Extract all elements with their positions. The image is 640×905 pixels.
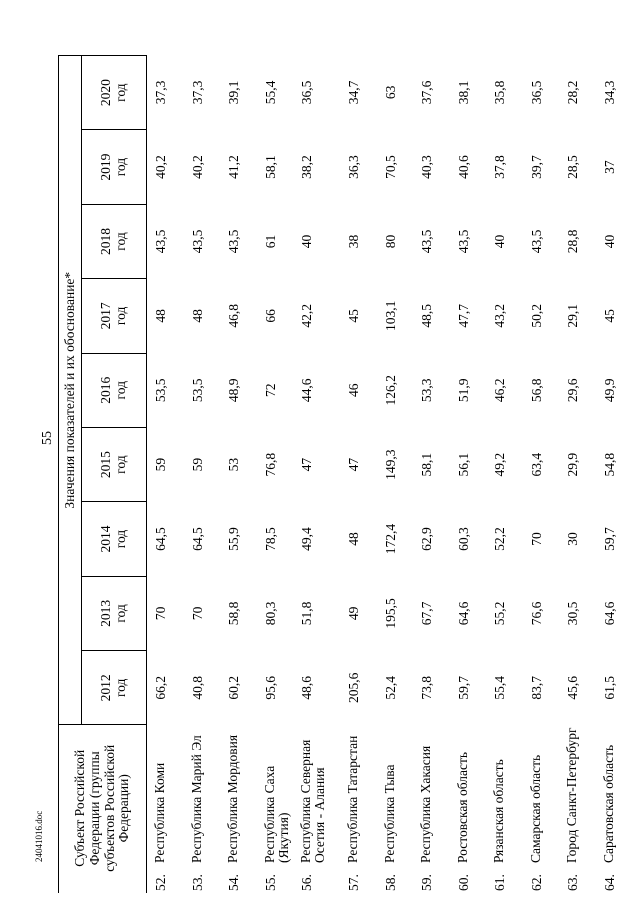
value-cell: 55,2 — [492, 601, 507, 626]
value-cell: 38 — [346, 234, 361, 249]
values-header: Значения показателей и их обоснование* — [59, 55, 82, 725]
value-cell: 64,6 — [601, 601, 617, 626]
value-cell: 43,5 — [226, 229, 241, 254]
year-value: 2014 — [98, 525, 114, 553]
table-row — [596, 55, 633, 893]
value-cell: 49,4 — [299, 527, 314, 551]
value-cell: 43,5 — [153, 229, 168, 254]
value-cell: 36,5 — [299, 80, 314, 105]
value-cell: 43,5 — [528, 229, 544, 254]
value-cell: 43,2 — [492, 304, 507, 328]
value-cell: 47,7 — [455, 304, 471, 328]
rotated-table-wrapper — [58, 57, 617, 893]
value-cell: 103,1 — [382, 300, 398, 332]
value-cell: 66,2 — [153, 676, 168, 700]
value-cell: 46 — [346, 383, 361, 397]
year-word: год — [113, 232, 128, 251]
value-cell: 58,1 — [262, 155, 278, 179]
value-cell: 28,5 — [565, 155, 580, 179]
year-word: год — [113, 604, 128, 623]
year-header-2017 — [82, 279, 147, 353]
value-cell: 59 — [153, 457, 168, 472]
value-cell: 51,9 — [455, 378, 471, 403]
value-cell: 76,8 — [262, 452, 278, 477]
year-word: год — [113, 157, 128, 177]
table-row — [184, 55, 221, 893]
year-word: год — [113, 381, 128, 400]
value-cell: 126,2 — [382, 375, 398, 406]
year-word: год — [113, 83, 128, 102]
table-row — [293, 55, 340, 893]
value-cell: 61,5 — [601, 676, 617, 700]
table-row — [147, 55, 184, 893]
value-cell: 46,2 — [492, 378, 507, 403]
value-cell: 64,5 — [153, 527, 168, 551]
table-body — [147, 55, 633, 893]
value-cell: 30 — [565, 532, 580, 546]
region-name: Город Санкт-Петербург — [564, 727, 579, 863]
value-cell: 34,7 — [346, 80, 361, 105]
value-cell: 52,4 — [382, 676, 398, 700]
year-header-2019 — [82, 130, 147, 204]
year-word: год — [113, 529, 128, 549]
value-cell: 47 — [299, 457, 314, 472]
value-cell: 53,3 — [419, 378, 434, 403]
value-cell: 48 — [153, 309, 168, 323]
value-cell: 56,8 — [528, 378, 544, 403]
value-cell: 45 — [346, 309, 361, 323]
value-cell: 40 — [299, 234, 314, 249]
row-number: 57. — [346, 874, 361, 891]
year-value: 2012 — [98, 674, 114, 702]
year-value: 2020 — [98, 79, 114, 107]
region-name: Ростовская область — [454, 752, 470, 863]
value-cell: 48,9 — [226, 378, 241, 403]
value-cell: 55,9 — [226, 527, 241, 551]
table-row — [377, 55, 414, 893]
value-cell: 55,4 — [262, 80, 278, 105]
region-name: Республика Татарстан — [345, 735, 360, 863]
value-cell: 40 — [601, 234, 617, 249]
row-number: 63. — [565, 874, 580, 891]
table-row — [486, 55, 523, 893]
value-cell: 61 — [262, 234, 278, 249]
row-number: 60. — [455, 874, 471, 891]
value-cell: 80,3 — [262, 601, 278, 626]
value-cell: 29,6 — [565, 378, 580, 403]
row-number: 59. — [419, 874, 434, 891]
table-row — [340, 55, 377, 893]
value-cell: 37,8 — [492, 155, 507, 179]
value-cell: 44,6 — [299, 378, 314, 403]
value-cell: 36,3 — [346, 155, 361, 179]
value-cell: 39,1 — [226, 80, 241, 105]
value-cell: 58,1 — [419, 452, 434, 477]
value-cell: 28,2 — [565, 80, 580, 105]
year-value: 2013 — [98, 599, 114, 627]
value-cell: 29,9 — [565, 452, 580, 477]
value-cell: 53,5 — [153, 378, 168, 403]
value-cell: 51,8 — [299, 601, 314, 626]
table-row — [559, 55, 596, 893]
value-cell: 59,7 — [455, 676, 471, 700]
value-cell: 59,7 — [601, 527, 617, 551]
value-cell: 37 — [601, 160, 617, 174]
row-number: 55. — [262, 874, 278, 891]
row-number: 54. — [226, 874, 241, 891]
value-cell: 35,8 — [492, 80, 507, 105]
value-cell: 195,5 — [382, 598, 398, 629]
value-cell: 52,2 — [492, 527, 507, 551]
value-cell: 205,6 — [346, 672, 361, 703]
value-cell: 48 — [189, 309, 205, 323]
value-cell: 67,7 — [419, 601, 434, 626]
value-cell: 36,5 — [528, 80, 544, 105]
value-cell: 80 — [382, 234, 398, 249]
year-header-2012 — [82, 651, 147, 725]
table-row — [523, 55, 560, 893]
table-row — [257, 55, 294, 893]
value-cell: 40 — [492, 234, 507, 249]
value-cell: 46,8 — [226, 304, 241, 328]
value-cell: 42,2 — [299, 304, 314, 328]
value-cell: 48,5 — [419, 304, 434, 328]
year-word: год — [113, 306, 128, 326]
year-word: год — [113, 455, 128, 474]
value-cell: 60,2 — [226, 676, 241, 700]
region-name: Рязанская область — [491, 759, 506, 863]
value-cell: 70 — [528, 532, 544, 546]
value-cell: 45 — [601, 309, 617, 323]
value-cell: 40,3 — [419, 155, 434, 179]
value-cell: 43,5 — [419, 229, 434, 254]
value-cell: 43,5 — [189, 229, 205, 254]
table-row — [450, 55, 487, 893]
value-cell: 70 — [189, 606, 205, 621]
value-cell: 55,4 — [492, 676, 507, 700]
region-name: Саратовская область — [600, 744, 616, 863]
value-cell: 48,6 — [299, 676, 314, 700]
value-cell: 40,6 — [455, 155, 471, 179]
footer-file-name: 24041016.doc — [34, 810, 44, 862]
value-cell: 95,6 — [262, 676, 278, 700]
year-value: 2017 — [98, 302, 114, 330]
value-cell: 34,3 — [601, 80, 617, 105]
value-cell: 58,8 — [226, 601, 241, 626]
value-cell: 73,8 — [419, 676, 434, 700]
row-number: 61. — [492, 874, 507, 891]
value-cell: 38,1 — [455, 80, 471, 105]
year-header-2018 — [82, 204, 147, 278]
value-cell: 49 — [346, 606, 361, 621]
value-cell: 40,2 — [153, 155, 168, 179]
value-cell: 78,5 — [262, 527, 278, 551]
year-header-2014 — [82, 502, 147, 576]
value-cell: 49,9 — [601, 378, 617, 403]
year-word: год — [113, 678, 128, 698]
value-cell: 28,8 — [565, 229, 580, 254]
year-value: 2018 — [98, 227, 114, 255]
indicator-table — [58, 55, 632, 893]
row-number: 64. — [601, 874, 617, 891]
value-cell: 37,3 — [153, 80, 168, 105]
table-row — [413, 55, 450, 893]
value-cell: 59 — [189, 457, 205, 472]
value-cell: 172,4 — [382, 523, 398, 555]
value-cell: 60,3 — [455, 527, 471, 551]
value-cell: 47 — [346, 457, 361, 472]
value-cell: 53,5 — [189, 378, 205, 403]
row-number: 56. — [299, 874, 314, 891]
value-cell: 70 — [153, 606, 168, 621]
value-cell: 64,5 — [189, 527, 205, 551]
region-name: Республика Мордовия — [225, 734, 240, 863]
subject-header: Субъект Российской Федерации (группы субъектов Российской Федерации) — [59, 725, 147, 893]
value-cell: 54,8 — [601, 452, 617, 477]
value-cell: 72 — [262, 383, 278, 397]
value-cell: 62,9 — [419, 527, 434, 551]
row-number: 58. — [382, 874, 398, 891]
row-number: 53. — [189, 874, 205, 891]
value-cell: 83,7 — [528, 676, 544, 700]
value-cell: 48 — [346, 532, 361, 546]
year-value: 2019 — [98, 153, 114, 181]
value-cell: 37,3 — [189, 80, 205, 105]
year-value: 2015 — [98, 451, 114, 479]
value-cell: 41,2 — [226, 155, 241, 179]
year-value: 2016 — [98, 376, 114, 404]
value-cell: 38,2 — [299, 155, 314, 179]
value-cell: 66 — [262, 309, 278, 323]
year-header-2013 — [82, 576, 147, 650]
value-cell: 63 — [382, 85, 398, 100]
page-number: 55 — [40, 431, 55, 445]
value-cell: 53 — [226, 457, 241, 472]
region-name: Самарская область — [527, 754, 543, 863]
value-cell: 76,6 — [528, 601, 544, 626]
year-header-2015 — [82, 427, 147, 501]
region-name: Республика Тыва — [381, 764, 397, 863]
value-cell: 40,8 — [189, 676, 205, 700]
region-name: Республика Северная Осетия - Алания — [298, 739, 328, 863]
value-cell: 149,3 — [382, 449, 398, 480]
value-cell: 64,6 — [455, 601, 471, 626]
value-cell: 50,2 — [528, 304, 544, 328]
value-cell: 39,7 — [528, 155, 544, 179]
region-name: Республика Марий Эл — [188, 735, 204, 863]
value-cell: 29,1 — [565, 304, 580, 328]
value-cell: 63,4 — [528, 452, 544, 477]
region-name: Республика Коми — [152, 762, 167, 863]
year-header-2020 — [82, 55, 147, 129]
value-cell: 43,5 — [455, 229, 471, 254]
table-row — [220, 55, 257, 893]
year-header-2016 — [82, 353, 147, 427]
value-cell: 40,2 — [189, 155, 205, 179]
region-name: Республика Хакасия — [418, 745, 433, 863]
value-cell: 56,1 — [455, 452, 471, 477]
region-name: Республика Саха (Якутия) — [261, 765, 291, 863]
row-number: 52. — [153, 874, 168, 891]
row-number: 62. — [528, 874, 544, 891]
value-cell: 70,5 — [382, 155, 398, 179]
value-cell: 49,2 — [492, 452, 507, 477]
value-cell: 30,5 — [565, 601, 580, 626]
value-cell: 45,6 — [565, 676, 580, 700]
value-cell: 37,6 — [419, 80, 434, 105]
